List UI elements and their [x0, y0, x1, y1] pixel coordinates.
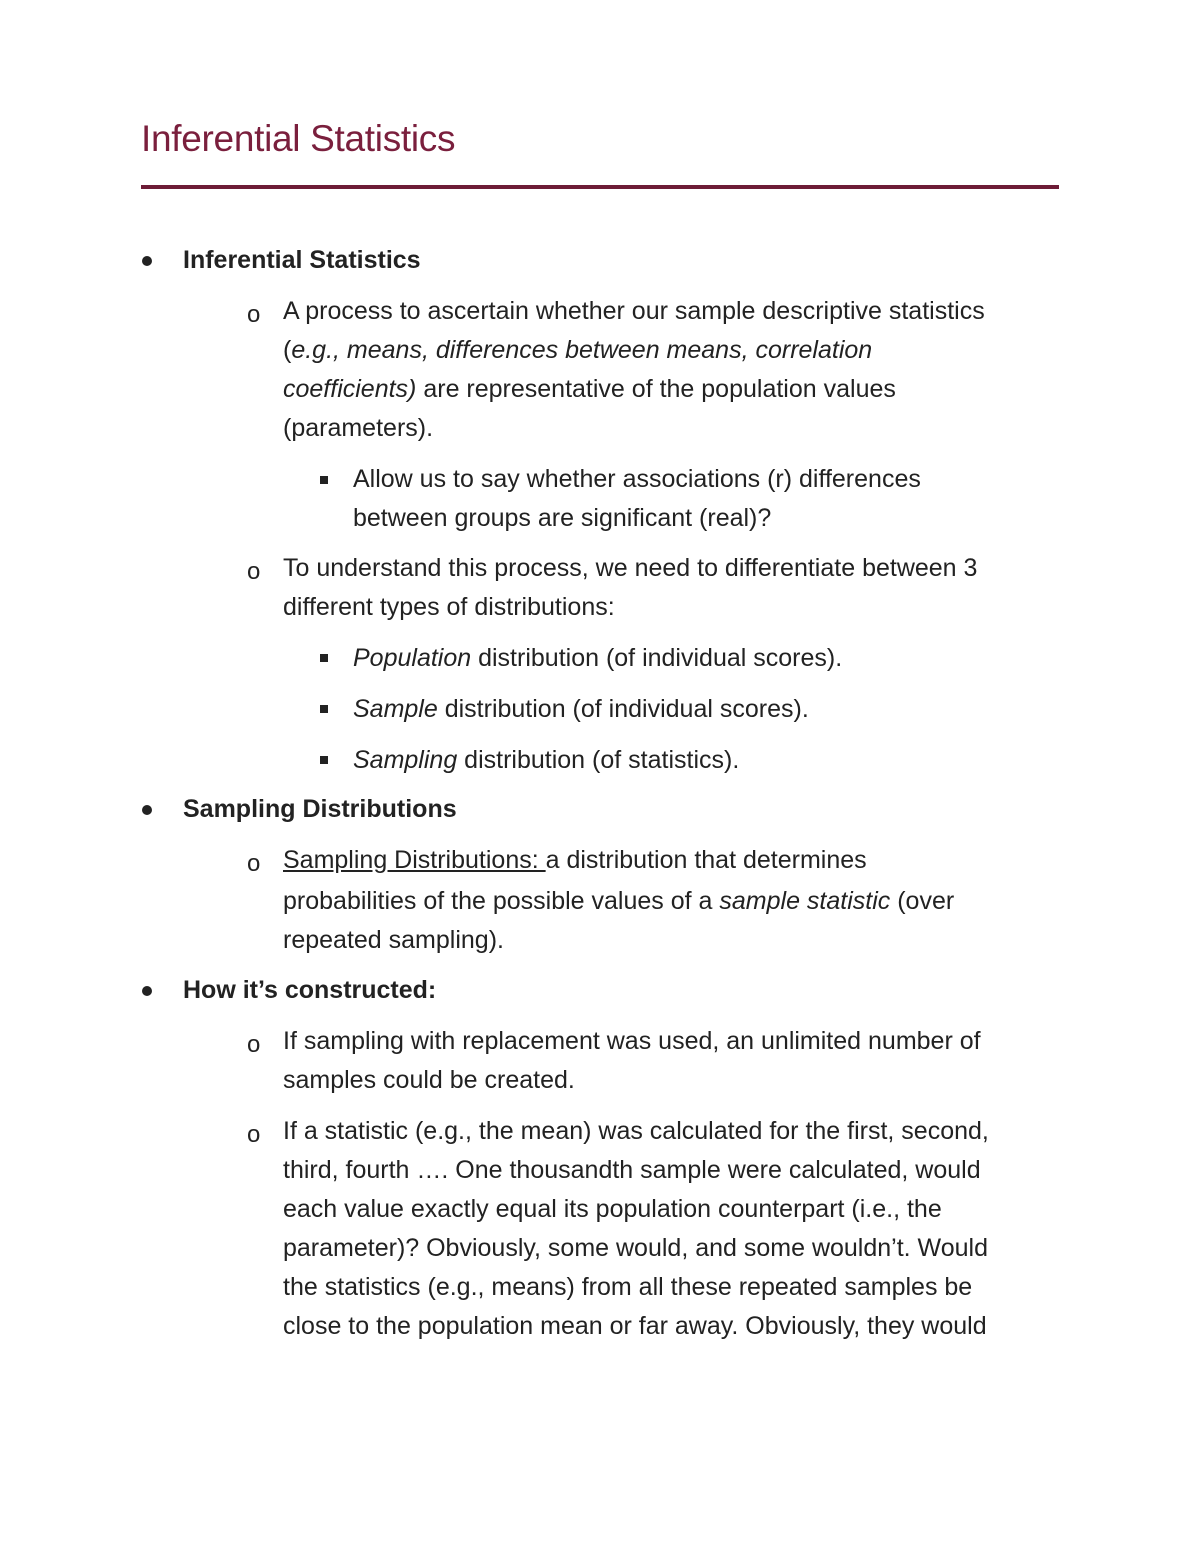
document-title: Inferential Statistics	[141, 118, 456, 159]
item-line: parameter)? Obviously, some would, and some wouldn’t. Would	[283, 1234, 988, 1262]
item-line: A process to ascertain whether our sample descriptive statistics	[283, 297, 985, 325]
item-line: the statistics (e.g., means) from all these repeated samples be	[283, 1273, 973, 1301]
item-line: samples could be created.	[283, 1066, 575, 1094]
item-line: (parameters).	[283, 414, 434, 442]
subitem-line: Allow us to say whether associations (r) differences	[353, 465, 921, 493]
section-bullet	[142, 986, 152, 996]
subitem-bullet	[320, 705, 328, 713]
section-bullet	[142, 805, 152, 815]
item-line: different types of distributions:	[283, 593, 615, 621]
item-bullet: o	[247, 1121, 261, 1148]
subitem-bullet	[320, 476, 328, 484]
item-line: To understand this process, we need to differentiate between 3	[283, 554, 978, 582]
subitem-line: between groups are significant (real)?	[353, 504, 772, 532]
subitem-line: Sampling distribution (of statistics).	[353, 746, 740, 774]
item-line: If a statistic (e.g., the mean) was calculated for the first, second,	[283, 1117, 989, 1145]
item-line: third, fourth …. One thousandth sample were calculated, would	[283, 1156, 981, 1184]
item-line: coefficients) are representative of the population values	[283, 375, 896, 403]
item-bullet: o	[247, 558, 261, 585]
section-heading: Inferential Statistics	[183, 246, 421, 274]
item-line: probabilities of the possible values of a sample statistic (over	[283, 887, 955, 915]
item-line: (e.g., means, differences between means, correlation	[283, 336, 873, 364]
subitem-line: Sample distribution (of individual scores).	[353, 695, 809, 723]
subitem-bullet	[320, 756, 328, 764]
item-line: If sampling with replacement was used, an unlimited number of	[283, 1027, 981, 1055]
subitem-bullet	[320, 654, 328, 662]
title-divider	[141, 185, 1059, 189]
item-line: Sampling Distributions: a distribution that determines	[283, 846, 867, 874]
subitem-line: Population distribution (of individual scores).	[353, 644, 843, 672]
section-bullet	[142, 256, 152, 266]
item-bullet: o	[247, 301, 261, 328]
item-line: close to the population mean or far away. Obviously, they would	[283, 1312, 987, 1340]
section-heading: Sampling Distributions	[183, 795, 457, 823]
item-line: repeated sampling).	[283, 926, 504, 954]
item-bullet: o	[247, 850, 261, 877]
item-line: each value exactly equal its population counterpart (i.e., the	[283, 1195, 942, 1223]
section-heading: How it’s constructed:	[183, 976, 437, 1004]
item-bullet: o	[247, 1031, 261, 1058]
